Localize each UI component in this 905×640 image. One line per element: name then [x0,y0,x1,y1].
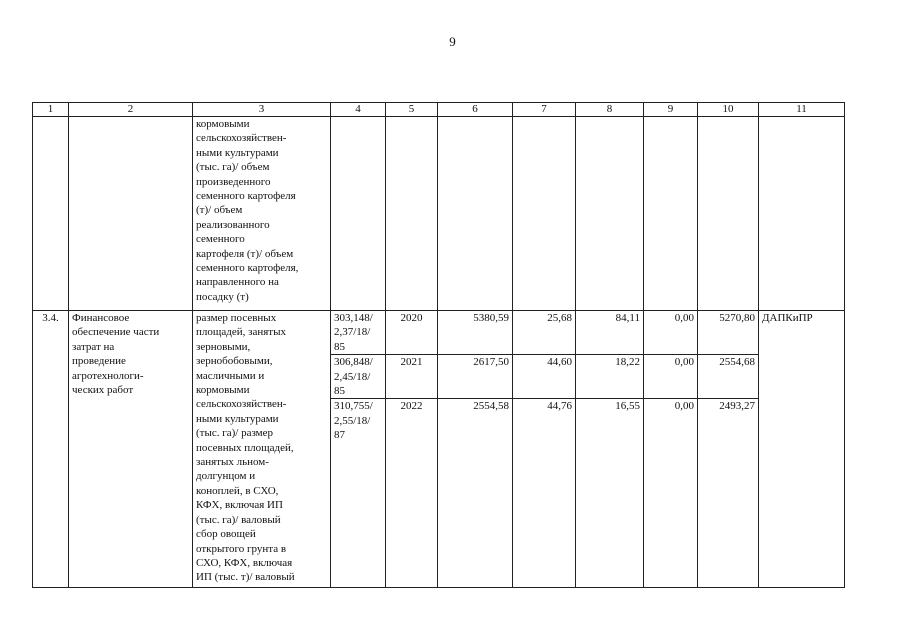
empty-cell [576,117,644,311]
header-cell: 10 [698,103,759,117]
federal-value: 44,76 [513,399,576,588]
indicator-continuation: кормовыми сельскохозяйствен- ными культурами (тыс. га)/ объем произведенного семенного картофеля (т)/ объем реализованного семенного картофеля (т)/ объем семенного картофеля, направленного на посадку (т) [193,117,331,311]
indicator-value: 303,148/ 2,37/18/ 85 [331,311,386,355]
total-value: 2617,50 [438,355,513,399]
header-cell: 6 [438,103,513,117]
measure-name: Финансовое обеспечение части затрат на проведение агротехнологи- ческих работ [69,311,193,588]
empty-cell [513,117,576,311]
regional-value: 16,55 [576,399,644,588]
local-value: 0,00 [644,399,698,588]
empty-cell [438,117,513,311]
header-cell: 3 [193,103,331,117]
indicator-text: размер посевных площадей, занятых зерновыми, зернобобовыми, масличными и кормовыми сельскохозяйствен- ными культурами (тыс. га)/ размер посевных площадей, занятых льном- долгунцом и коноплей, в СХО, КФХ, включая ИП (тыс. га)/ валовый сбор овощей открытого грунта в СХО, КФХ, включая ИП (тыс. т)/ валовый [193,311,331,588]
empty-cell [69,117,193,311]
page-number: 9 [449,34,456,49]
header-cell: 4 [331,103,386,117]
header-cell: 2 [69,103,193,117]
header-cell: 5 [386,103,438,117]
empty-cell [759,117,845,311]
total-value: 5380,59 [438,311,513,355]
local-value: 0,00 [644,355,698,399]
header-cell: 9 [644,103,698,117]
year: 2020 [386,311,438,355]
other-value: 2554,68 [698,355,759,399]
empty-cell [644,117,698,311]
header-cell: 7 [513,103,576,117]
year: 2022 [386,399,438,588]
year: 2021 [386,355,438,399]
federal-value: 25,68 [513,311,576,355]
continuation-row [33,117,845,311]
table-row [33,311,845,355]
indicator-value: 310,755/ 2,55/18/ 87 [331,399,386,588]
header-cell: 1 [33,103,69,117]
header-row [33,103,845,117]
row-number: 3.4. [33,311,69,588]
empty-cell [331,117,386,311]
total-value: 2554,58 [438,399,513,588]
header-cell: 8 [576,103,644,117]
executor: ДАПКиПР [759,311,845,588]
program-table [32,102,845,588]
other-value: 5270,80 [698,311,759,355]
empty-cell [698,117,759,311]
header-cell: 11 [759,103,845,117]
other-value: 2493,27 [698,399,759,588]
empty-cell [386,117,438,311]
regional-value: 18,22 [576,355,644,399]
local-value: 0,00 [644,311,698,355]
empty-cell [33,117,69,311]
federal-value: 44,60 [513,355,576,399]
regional-value: 84,11 [576,311,644,355]
indicator-value: 306,848/ 2,45/18/ 85 [331,355,386,399]
